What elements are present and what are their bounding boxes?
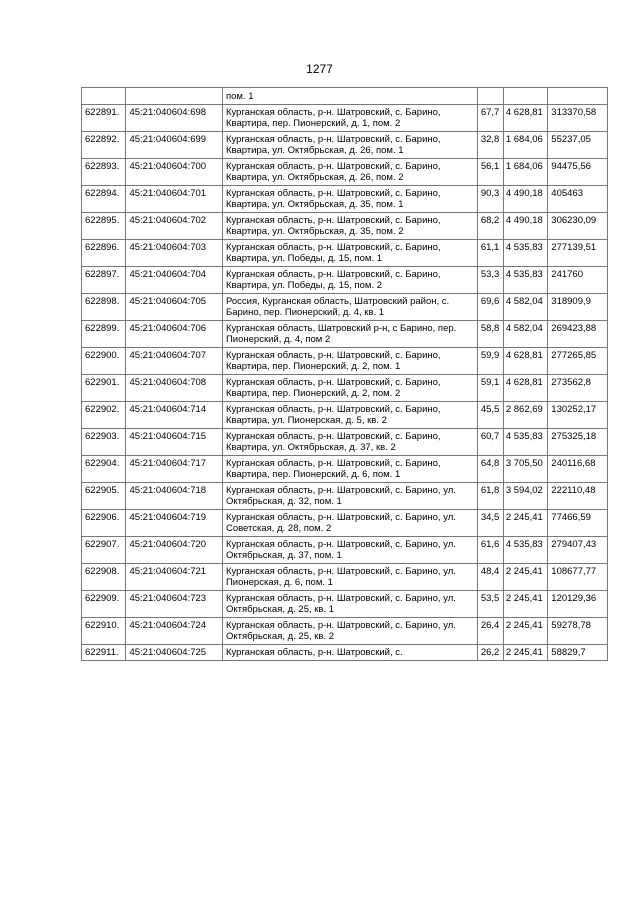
cadastral-number-cell: 45:21:040604:715	[126, 429, 223, 456]
total-value-cell: 94475,56	[548, 159, 608, 186]
address-cell: Курганская область, р-н. Шатровский, с. Барино, Квартира, ул. Пионерская, д. 5, кв. 2	[222, 402, 477, 429]
total-value-cell: 241760	[548, 267, 608, 294]
area-cell: 68,2	[477, 213, 503, 240]
total-value-cell: 306230,09	[548, 213, 608, 240]
unit-price-cell: 2 245,41	[503, 591, 547, 618]
table-row	[82, 105, 608, 132]
address-cell: Курганская область, р-н. Шатровский, с.	[222, 645, 477, 661]
address-cell: Россия, Курганская область, Шатровский район, с. Барино, пер. Пионерский, д. 4, кв. 1	[222, 294, 477, 321]
address-cell: Курганская область, р-н. Шатровский, с. Барино, Квартира, ул. Победы, д. 15, пом. 2	[222, 267, 477, 294]
table-row	[82, 645, 608, 661]
unit-price-cell: 2 245,41	[503, 645, 547, 661]
table-row	[82, 591, 608, 618]
address-cell: Курганская область, р-н. Шатровский, с. Барино, Квартира, пер. Пионерский, д. 2, пом. 1	[222, 348, 477, 375]
address-cell: Курганская область, р-н. Шатровский, с. Барино, Квартира, ул. Октябрьская, д. 26, пом. 2	[222, 159, 477, 186]
table-row	[82, 321, 608, 348]
cadastral-number-cell: 45:21:040604:718	[126, 483, 223, 510]
unit-price-cell	[503, 88, 547, 105]
table-row	[82, 510, 608, 537]
total-value-cell: 318909,9	[548, 294, 608, 321]
unit-price-cell: 4 582,04	[503, 294, 547, 321]
row-number-cell: 622895.	[82, 213, 126, 240]
cadastral-number-cell: 45:21:040604:719	[126, 510, 223, 537]
cadastral-number-cell: 45:21:040604:708	[126, 375, 223, 402]
total-value-cell: 77466,59	[548, 510, 608, 537]
row-number-cell: 622893.	[82, 159, 126, 186]
unit-price-cell: 4 490,18	[503, 186, 547, 213]
table-row	[82, 402, 608, 429]
unit-price-cell: 4 628,81	[503, 105, 547, 132]
table-row	[82, 294, 608, 321]
area-cell: 53,5	[477, 591, 503, 618]
row-number-cell: 622908.	[82, 564, 126, 591]
total-value-cell: 277265,85	[548, 348, 608, 375]
unit-price-cell: 2 245,41	[503, 564, 547, 591]
total-value-cell: 55237,05	[548, 132, 608, 159]
unit-price-cell: 3 594,02	[503, 483, 547, 510]
total-value-cell: 275325,18	[548, 429, 608, 456]
unit-price-cell: 2 245,41	[503, 510, 547, 537]
address-cell: Курганская область, р-н. Шатровский, с. Барино, Квартира, ул. Октябрьская, д. 35, пом. 1	[222, 186, 477, 213]
row-number-cell: 622910.	[82, 618, 126, 645]
table-row	[82, 213, 608, 240]
area-cell: 53,3	[477, 267, 503, 294]
area-cell: 59,9	[477, 348, 503, 375]
area-cell: 34,5	[477, 510, 503, 537]
total-value-cell: 273562,8	[548, 375, 608, 402]
row-number-cell: 622901.	[82, 375, 126, 402]
area-cell: 90,3	[477, 186, 503, 213]
table-row	[82, 240, 608, 267]
cadastral-number-cell: 45:21:040604:714	[126, 402, 223, 429]
unit-price-cell: 4 535,83	[503, 537, 547, 564]
area-cell: 26,2	[477, 645, 503, 661]
table-row	[82, 456, 608, 483]
table-row	[82, 186, 608, 213]
cadastral-number-cell	[126, 88, 223, 105]
row-number-cell: 622892.	[82, 132, 126, 159]
cadastral-number-cell: 45:21:040604:704	[126, 267, 223, 294]
cadastral-number-cell: 45:21:040604:700	[126, 159, 223, 186]
unit-price-cell: 4 535,83	[503, 429, 547, 456]
address-cell: Курганская область, р-н. Шатровский, с. Барино, ул. Октябрьская, д. 25, кв. 1	[222, 591, 477, 618]
total-value-cell: 279407,43	[548, 537, 608, 564]
table-row	[82, 375, 608, 402]
row-number-cell: 622907.	[82, 537, 126, 564]
page-number: 1277	[306, 62, 333, 76]
row-number-cell: 622898.	[82, 294, 126, 321]
row-number-cell: 622911.	[82, 645, 126, 661]
area-cell: 59,1	[477, 375, 503, 402]
area-cell	[477, 88, 503, 105]
total-value-cell: 313370,58	[548, 105, 608, 132]
row-number-cell: 622896.	[82, 240, 126, 267]
address-cell: Курганская область, Шатровский р-н, с Барино, пер. Пионерский, д. 4, пом 2	[222, 321, 477, 348]
total-value-cell: 222110,48	[548, 483, 608, 510]
cadastral-number-cell: 45:21:040604:699	[126, 132, 223, 159]
property-registry-table	[81, 87, 608, 661]
continuation-row	[82, 88, 608, 105]
address-cell: Курганская область, р-н. Шатровский, с. Барино, Квартира, пер. Пионерский, д. 2, пом. 2	[222, 375, 477, 402]
table-row	[82, 429, 608, 456]
address-cell: Курганская область, р-н. Шатровский, с. Барино, ул. Октябрьская, д. 37, пом. 1	[222, 537, 477, 564]
cadastral-number-cell: 45:21:040604:720	[126, 537, 223, 564]
total-value-cell: 130252,17	[548, 402, 608, 429]
total-value-cell: 120129,36	[548, 591, 608, 618]
unit-price-cell: 4 535,83	[503, 240, 547, 267]
area-cell: 60,7	[477, 429, 503, 456]
row-number-cell: 622899.	[82, 321, 126, 348]
area-cell: 45,5	[477, 402, 503, 429]
total-value-cell	[548, 88, 608, 105]
table-row	[82, 159, 608, 186]
area-cell: 48,4	[477, 564, 503, 591]
unit-price-cell: 1 684,06	[503, 159, 547, 186]
table-row	[82, 537, 608, 564]
table-row	[82, 483, 608, 510]
area-cell: 67,7	[477, 105, 503, 132]
row-number-cell	[82, 88, 126, 105]
row-number-cell: 622894.	[82, 186, 126, 213]
cadastral-number-cell: 45:21:040604:701	[126, 186, 223, 213]
area-cell: 64,8	[477, 456, 503, 483]
area-cell: 56,1	[477, 159, 503, 186]
unit-price-cell: 4 490,18	[503, 213, 547, 240]
area-cell: 61,1	[477, 240, 503, 267]
table-row	[82, 618, 608, 645]
cadastral-number-cell: 45:21:040604:706	[126, 321, 223, 348]
cadastral-number-cell: 45:21:040604:725	[126, 645, 223, 661]
cadastral-number-cell: 45:21:040604:707	[126, 348, 223, 375]
row-number-cell: 622900.	[82, 348, 126, 375]
address-cell: Курганская область, р-н. Шатровский, с. Барино, ул. Октябрьская, д. 25, кв. 2	[222, 618, 477, 645]
registry-table-body	[82, 88, 608, 661]
cadastral-number-cell: 45:21:040604:721	[126, 564, 223, 591]
address-cell: Курганская область, р-н. Шатровский, с. Барино, Квартира, ул. Октябрьская, д. 26, пом. 1	[222, 132, 477, 159]
cadastral-number-cell: 45:21:040604:703	[126, 240, 223, 267]
area-cell: 61,8	[477, 483, 503, 510]
unit-price-cell: 1 684,06	[503, 132, 547, 159]
unit-price-cell: 2 245,41	[503, 618, 547, 645]
address-cell: Курганская область, р-н. Шатровский, с. Барино, Квартира, пер. Пионерский, д. 6, пом. 1	[222, 456, 477, 483]
cadastral-number-cell: 45:21:040604:723	[126, 591, 223, 618]
row-number-cell: 622891.	[82, 105, 126, 132]
row-number-cell: 622909.	[82, 591, 126, 618]
total-value-cell: 269423,88	[548, 321, 608, 348]
area-cell: 61,6	[477, 537, 503, 564]
table-row	[82, 132, 608, 159]
row-number-cell: 622904.	[82, 456, 126, 483]
address-cell: Курганская область, р-н. Шатровский, с. Барино, ул. Советская, д. 28, пом. 2	[222, 510, 477, 537]
total-value-cell: 59278,78	[548, 618, 608, 645]
total-value-cell: 108677,77	[548, 564, 608, 591]
table-row	[82, 348, 608, 375]
area-cell: 58,8	[477, 321, 503, 348]
cadastral-number-cell: 45:21:040604:698	[126, 105, 223, 132]
address-cell: Курганская область, р-н. Шатровский, с. Барино, ул. Октябрьская, д. 32, пом. 1	[222, 483, 477, 510]
address-cell: Курганская область, р-н. Шатровский, с. Барино, Квартира, ул. Октябрьская, д. 37, кв. 2	[222, 429, 477, 456]
address-cell: пом. 1	[222, 88, 477, 105]
unit-price-cell: 3 705,50	[503, 456, 547, 483]
unit-price-cell: 4 628,81	[503, 348, 547, 375]
table-row	[82, 564, 608, 591]
total-value-cell: 240116,68	[548, 456, 608, 483]
address-cell: Курганская область, р-н. Шатровский, с. Барино, Квартира, ул. Октябрьская, д. 35, пом. 2	[222, 213, 477, 240]
row-number-cell: 622902.	[82, 402, 126, 429]
cadastral-number-cell: 45:21:040604:702	[126, 213, 223, 240]
unit-price-cell: 4 535,83	[503, 267, 547, 294]
cadastral-number-cell: 45:21:040604:717	[126, 456, 223, 483]
total-value-cell: 58829,7	[548, 645, 608, 661]
area-cell: 69,6	[477, 294, 503, 321]
address-cell: Курганская область, р-н. Шатровский, с. Барино, Квартира, ул. Победы, д. 15, пом. 1	[222, 240, 477, 267]
row-number-cell: 622903.	[82, 429, 126, 456]
row-number-cell: 622906.	[82, 510, 126, 537]
table-row	[82, 267, 608, 294]
area-cell: 26,4	[477, 618, 503, 645]
total-value-cell: 277139,51	[548, 240, 608, 267]
row-number-cell: 622905.	[82, 483, 126, 510]
cadastral-number-cell: 45:21:040604:705	[126, 294, 223, 321]
address-cell: Курганская область, р-н. Шатровский, с. Барино, Квартира, пер. Пионерский, д. 1, пом. 2	[222, 105, 477, 132]
total-value-cell: 405463	[548, 186, 608, 213]
address-cell: Курганская область, р-н. Шатровский, с. Барино, ул. Пионерская, д. 6, пом. 1	[222, 564, 477, 591]
row-number-cell: 622897.	[82, 267, 126, 294]
unit-price-cell: 2 862,69	[503, 402, 547, 429]
unit-price-cell: 4 582,04	[503, 321, 547, 348]
unit-price-cell: 4 628,81	[503, 375, 547, 402]
cadastral-number-cell: 45:21:040604:724	[126, 618, 223, 645]
area-cell: 32,8	[477, 132, 503, 159]
